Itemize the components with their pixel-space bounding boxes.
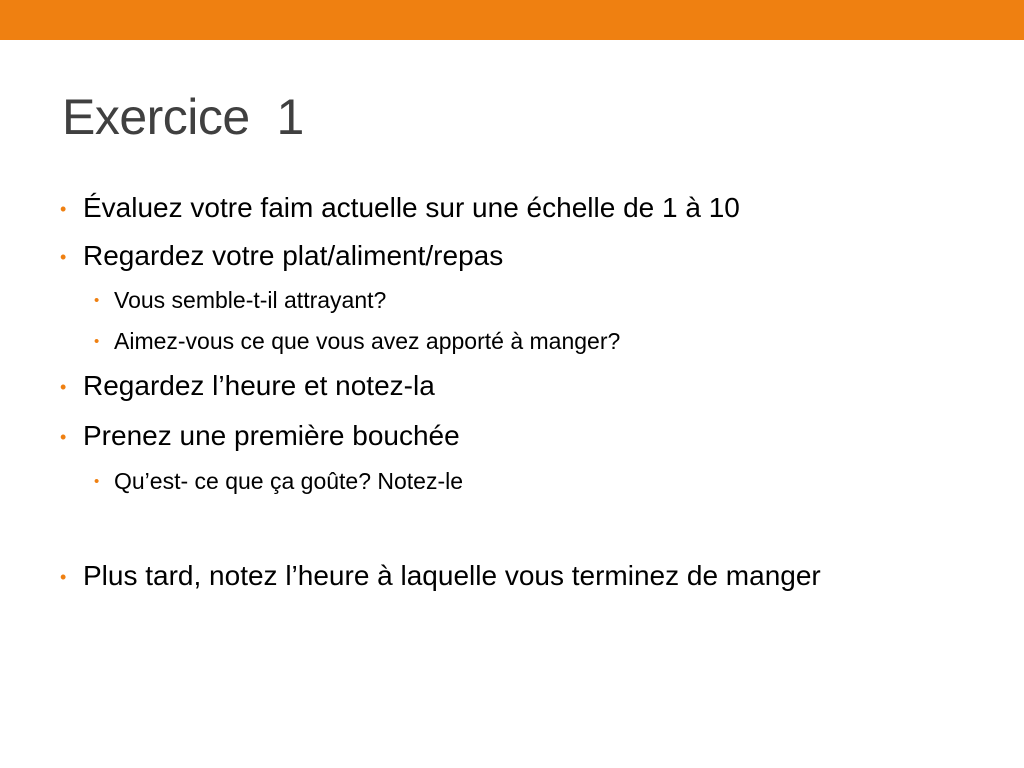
top-accent-bar (0, 0, 1024, 40)
bullet-text: Regardez votre plat/aliment/repas (83, 240, 504, 271)
slide-title: Exercice 1 (62, 89, 304, 145)
bullet-icon: • (60, 427, 67, 447)
bullet-text: Qu’est- ce que ça goûte? Notez-le (114, 468, 464, 494)
bullet-icon: • (94, 333, 100, 350)
bullet-icon: • (60, 199, 67, 219)
bullet-text: Plus tard, notez l’heure à laquelle vous terminez de manger (83, 560, 821, 591)
bullet-text: Aimez-vous ce que vous avez apporté à manger? (114, 328, 621, 354)
bullet-text: Évaluez votre faim actuelle sur une échelle de 1 à 10 (83, 192, 740, 223)
bullet-text: Prenez une première bouchée (83, 420, 460, 451)
bullet-text: Vous semble-t-il attrayant? (114, 287, 387, 313)
bullet-icon: • (60, 377, 67, 397)
bullet-icon: • (94, 473, 100, 490)
bullet-icon: • (60, 247, 67, 267)
bullet-text: Regardez l’heure et notez-la (83, 370, 435, 401)
bullet-icon: • (60, 567, 67, 587)
bullet-icon: • (94, 292, 100, 309)
